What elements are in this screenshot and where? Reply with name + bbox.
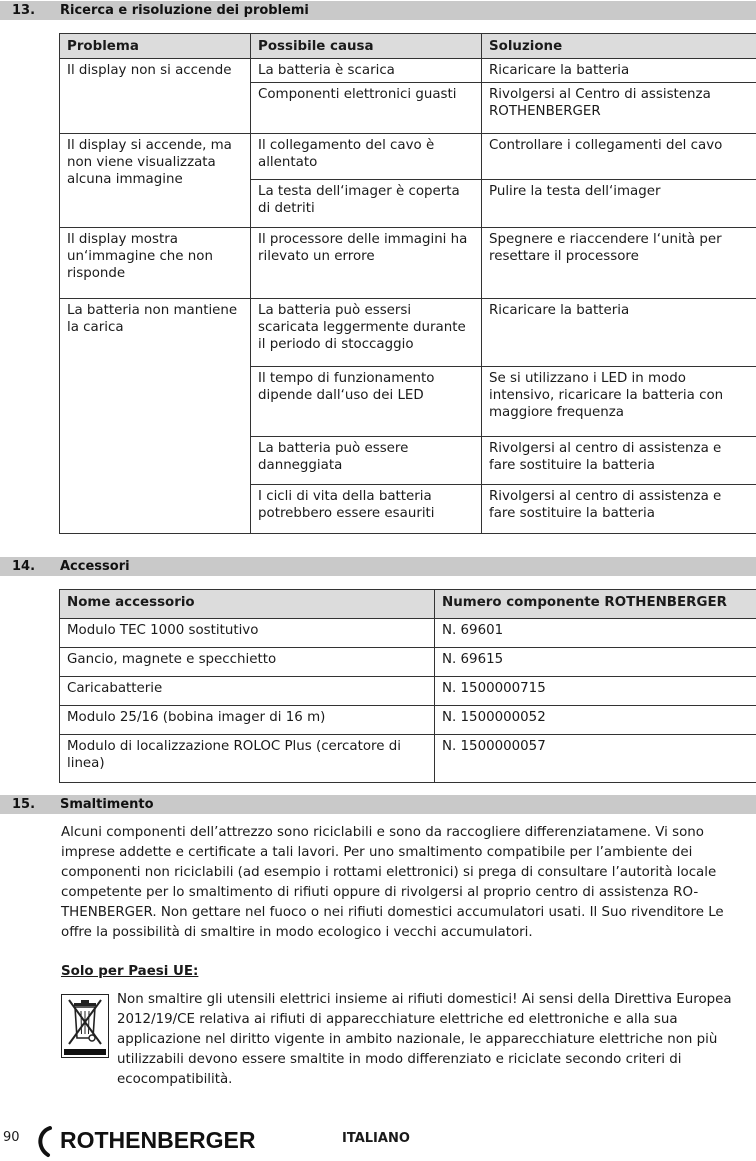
solution-cell: Rivolgersi al centro di assistenza e fare sostituire la batteria (482, 485, 756, 534)
section-header-disposal (0, 795, 756, 814)
column-header-accessory-name: Nome accessorio (60, 590, 435, 619)
accessory-name-cell: Caricabatterie (60, 677, 435, 706)
table-row (60, 59, 756, 83)
solution-cell: Rivolgersi al centro di assistenza e fare sostituire la batteria (482, 437, 756, 485)
cause-cell: Componenti elettronici guasti (251, 83, 482, 134)
section-title: Ricerca e risoluzione dei problemi (60, 3, 309, 18)
part-number-cell: N. 1500000715 (435, 677, 756, 706)
table-row (60, 299, 756, 367)
table-row (60, 706, 756, 735)
section-number: 14. (12, 559, 36, 574)
table-row (60, 228, 756, 299)
weee-directive-text: Non smaltire gli utensili elettrici insieme ai rifiuti domestici! Ai sensi della Direttiva Europea 2012/19/CE relativa ai rifiuti di apparecchiature elettriche ed elettroniche e alla sua applicazione nel diritto vigente in ambito nazionale, le apparecchiature elettriche non più utilizzabili devono essere smaltite in modo differenziato e riciclate secondo criteri di ecocompatibilità. (117, 992, 732, 1087)
solution-cell: Pulire la testa dell‘imager (482, 180, 756, 228)
solution-cell: Controllare i collegamenti del cavo (482, 134, 756, 180)
part-number-cell: N. 69615 (435, 648, 756, 677)
solution-cell: Rivolgersi al Centro di assistenza ROTHENBERGER (482, 83, 756, 134)
cause-cell: Il collegamento del cavo è allentato (251, 134, 482, 180)
section-header-accessories (0, 557, 756, 576)
accessory-name-cell: Modulo 25/16 (bobina imager di 16 m) (60, 706, 435, 735)
crossed-out-wheelie-bin-icon (61, 994, 109, 1058)
accessory-name-cell: Modulo TEC 1000 sostitutivo (60, 619, 435, 648)
cause-cell: La batteria può essere danneggiata (251, 437, 482, 485)
section-number: 13. (12, 3, 36, 18)
language-label: ITALIANO (342, 1131, 410, 1146)
table-header-row (60, 590, 756, 619)
table-row (60, 619, 756, 648)
table-row (60, 735, 756, 783)
solution-cell: Se si utilizzano i LED in modo intensivo, ricaricare la batteria con maggiore frequenza (482, 367, 756, 437)
column-header-solution: Soluzione (482, 34, 756, 59)
eu-only-heading: Solo per Paesi UE: (61, 964, 199, 979)
section-title: Smaltimento (60, 797, 154, 812)
table-row (60, 677, 756, 706)
cause-cell: I cicli di vita della batteria potrebbero essere esauriti (251, 485, 482, 534)
part-number-cell: N. 1500000052 (435, 706, 756, 735)
column-header-problem: Problema (60, 34, 251, 59)
accessory-name-cell: Gancio, magnete e specchietto (60, 648, 435, 677)
accessories-table (59, 589, 756, 783)
table-row (60, 134, 756, 180)
problem-cell: La batteria non mantiene la carica (60, 299, 251, 534)
troubleshooting-table (59, 33, 756, 534)
rothenberger-logo (36, 1124, 262, 1158)
part-number-cell: N. 69601 (435, 619, 756, 648)
accessory-name-cell: Modulo di localizzazione ROLOC Plus (cercatore di linea) (60, 735, 435, 783)
table-header-row (60, 34, 756, 59)
solution-cell: Ricaricare la batteria (482, 59, 756, 83)
section-title: Accessori (60, 559, 130, 574)
cause-cell: La batteria è scarica (251, 59, 482, 83)
part-number-cell: N. 1500000057 (435, 735, 756, 783)
page-number: 90 (3, 1130, 20, 1145)
solution-cell: Ricaricare la batteria (482, 299, 756, 367)
column-header-cause: Possibile causa (251, 34, 482, 59)
problem-cell: Il display mostra un‘immagine che non risponde (60, 228, 251, 299)
cause-cell: La testa dell‘imager è coperta di detriti (251, 180, 482, 228)
table-row (60, 648, 756, 677)
section-number: 15. (12, 797, 36, 812)
problem-cell: Il display si accende, ma non viene visualizzata alcuna immagine (60, 134, 251, 228)
section-header-problems (0, 1, 756, 20)
cause-cell: Il tempo di funzionamento dipende dall‘uso dei LED (251, 367, 482, 437)
column-header-part-number: Numero componente ROTHENBERGER (435, 590, 756, 619)
solution-cell: Spegnere e riaccendere l‘unità per resettare il processore (482, 228, 756, 299)
brand-name: ROTHENBERGER (60, 1127, 256, 1153)
disposal-paragraph: Alcuni componenti dell’attrezzo sono riciclabili e sono da raccogliere differenziatamene. Vi sono imprese addette e certificate a tali lavori. Per uno smaltimento compatibile per l’ambiente dei componenti non riciclabili (ad esempio i rottami elettronici) si prega di consultare l’autorità locale competente per lo smaltimento di rifiuti oppure di rivolgersi al proprio centro di assistenza RO-THENBERGER. Non gettare nel fuoco o nei rifiuti domestici accumulatori usati. Il Suo rivenditore Le offre la possibilità di smaltire in modo ecologico i vecchi accumulatori. (61, 825, 724, 940)
problem-cell: Il display non si accende (60, 59, 251, 134)
cause-cell: La batteria può essersi scaricata leggermente durante il periodo di stoccaggio (251, 299, 482, 367)
cause-cell: Il processore delle immagini ha rilevato un errore (251, 228, 482, 299)
